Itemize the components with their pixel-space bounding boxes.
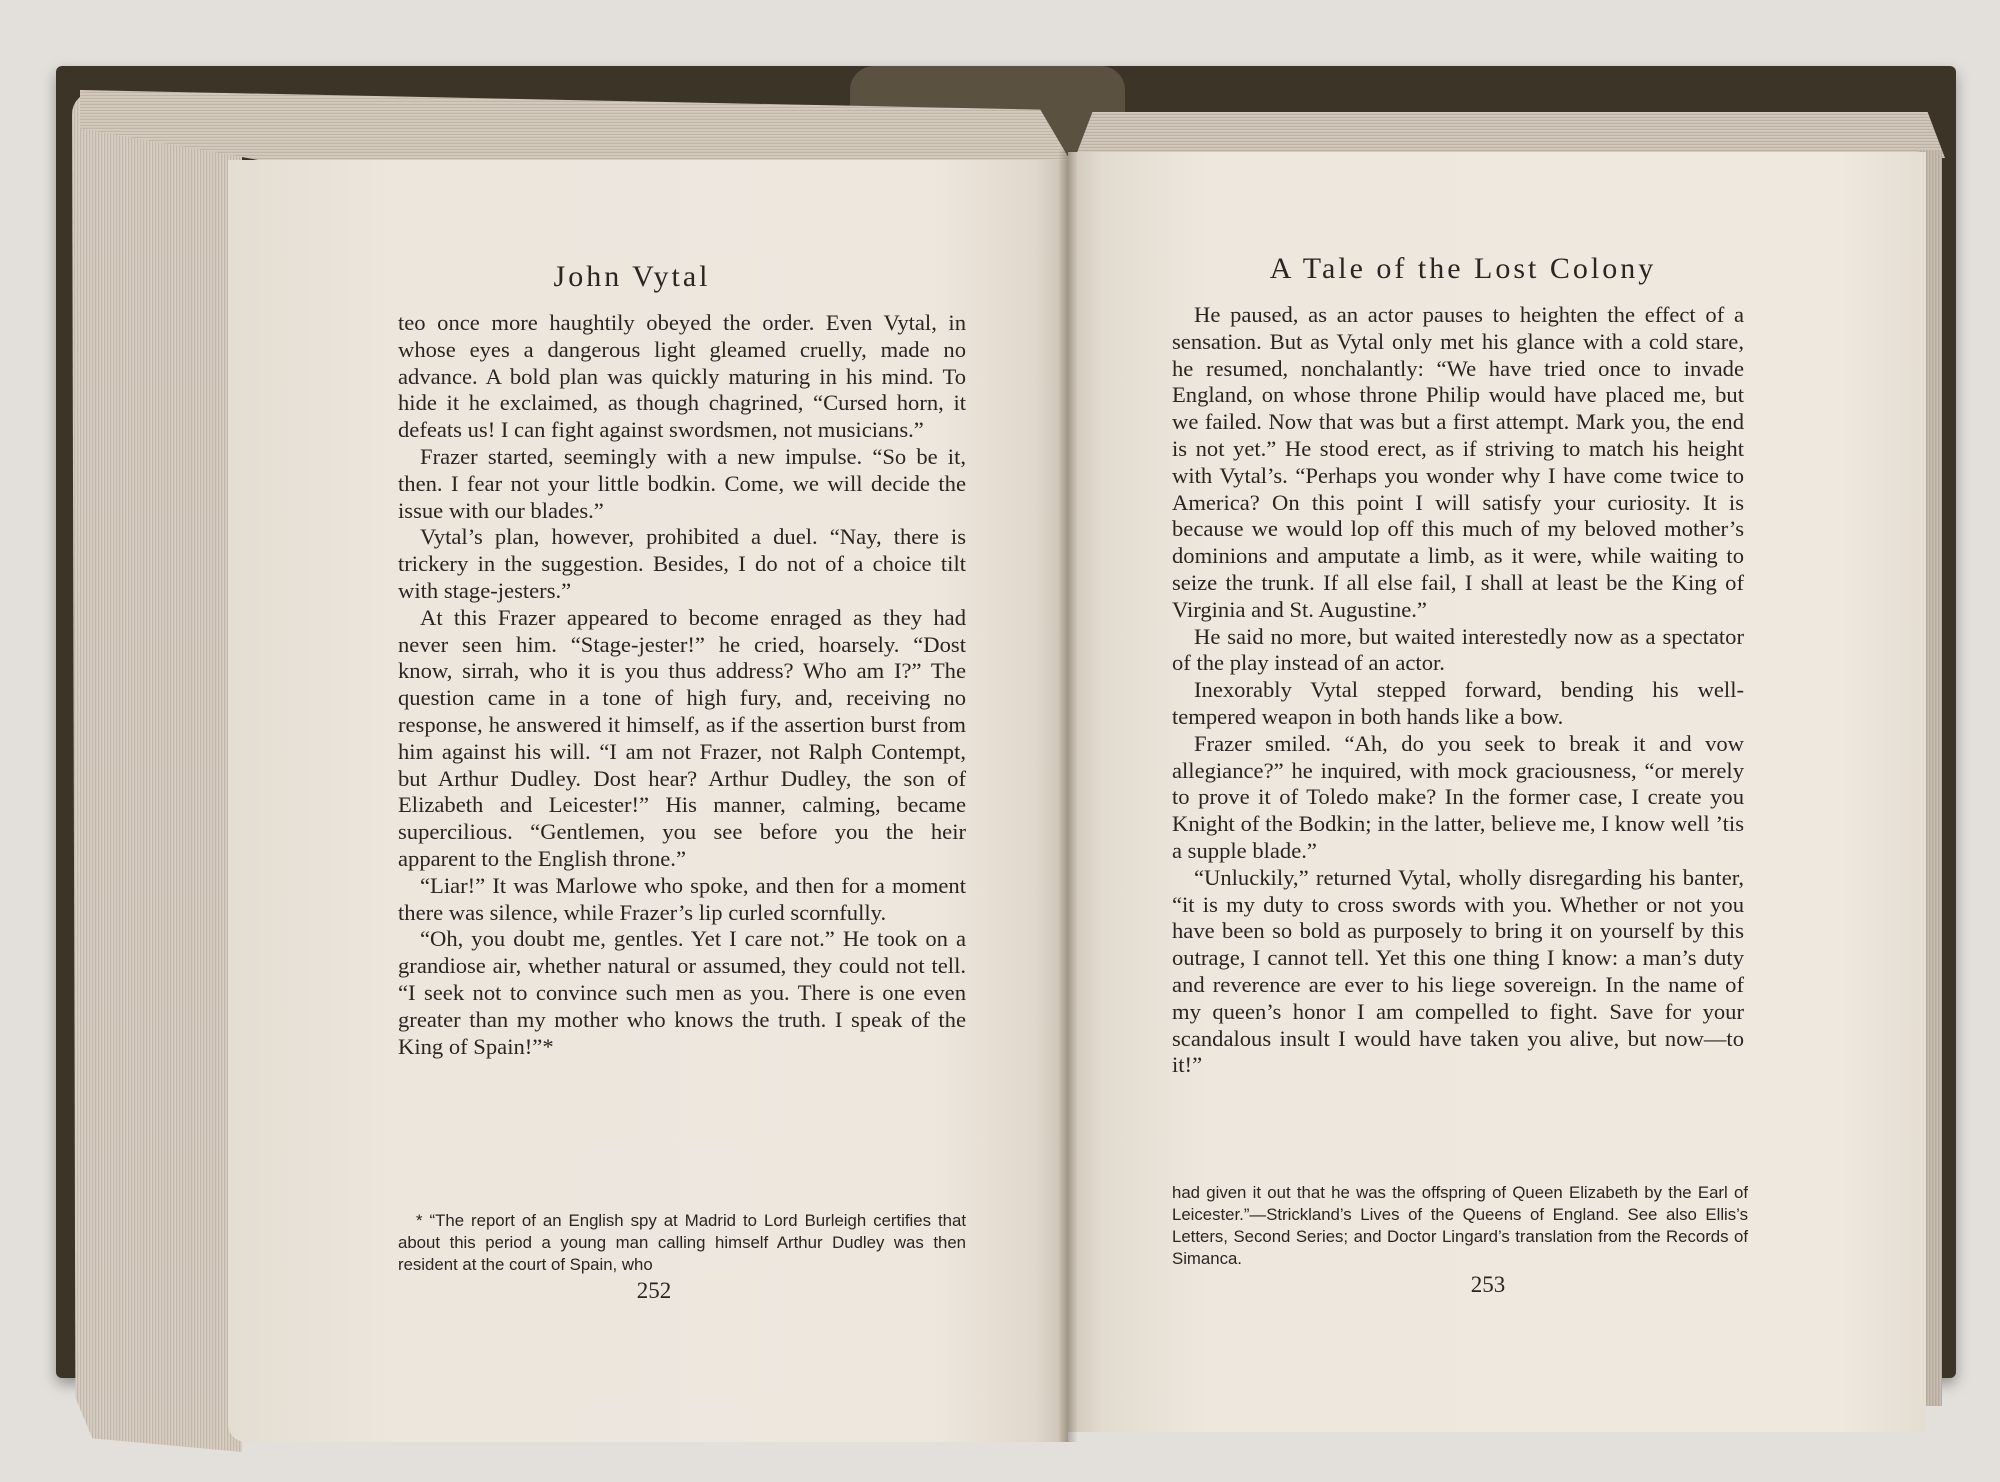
paragraph: “Oh, you doubt me, gentles. Yet I care not.” He took on a grandiose air, whether natural or assumed, they could not tell. “I seek not to convince such men as you. There is one even greater than my mother who knows the truth. I speak of the King of Spain!”* [398, 926, 966, 1059]
footnote-right [1172, 1182, 1748, 1270]
paragraph: He said no more, but waited interestedly now as a spectator of the play instead of an actor. [1172, 623, 1744, 676]
page-number-left: 252 [636, 1278, 672, 1303]
paragraph: He paused, as an actor pauses to heighten the effect of a sensation. But as Vytal only met his glance with a cold stare, he resumed, nonchalantly: “We have tried once to invade England, on whose throne Philip would have placed me, but we failed. Now that was but a first attempt. Mark you, the end is not yet.” He stood erect, as if striving to match his height with Vytal’s. “Perhaps you wonder why I have come twice to America? On this point I will satisfy your curiosity. It is because we would lop off this much of my beloved mother’s dominions and amputate a limb, as it were, while waiting to seize the trunk. If all else fail, I shall at least be the King of Virginia and St. Augustine.” [1172, 302, 1744, 622]
paragraph: Frazer smiled. “Ah, do you seek to break it and vow allegiance?” he inquired, with mock graciousness, “or merely to prove it of Toledo make? In the former case, I create you Knight of the Bodkin; in the latter, believe me, I know well ’tis a supple blade.” [1172, 730, 1744, 863]
paragraph: Vytal’s plan, however, prohibited a duel. “Nay, there is trickery in the suggestion. Besides, I do not of a choice tilt with stage-jesters.” [398, 524, 966, 603]
body-text-right [1172, 302, 1744, 1079]
footnote-text: had given it out that he was the offspring of Queen Elizabeth by the Earl of Leicester.”—Strickland’s Lives of the Queens of England. See also Ellis’s Letters, Second Series; and Doctor Lingard’s translation from the Records of Simanca. [1172, 1183, 1748, 1268]
footnote-text: * “The report of an English spy at Madrid to Lord Burleigh certifies that about this period a young man calling himself Arthur Dudley was then resident at the court of Spain, who [398, 1211, 966, 1274]
page-edges-left [72, 92, 242, 1452]
footnote-left [398, 1210, 966, 1276]
paragraph: At this Frazer appeared to become enraged as they had never seen him. “Stage-jester!” he cried, hoarsely. “Dost know, sirrah, who it is you thus address? Who am I?” The question came in a tone of high fury, and, receiving no response, he answered it himself, as if the assertion burst from him against his will. “I am not Frazer, not Ralph Contempt, but Arthur Dudley. Dost hear? Arthur Dudley, the son of Elizabeth and Leicester!” His manner, calming, became supercilious. “Gentlemen, you see before you the heir apparent to the English throne.” [398, 604, 966, 871]
paragraph: teo once more haughtily obeyed the order. Even Vytal, in whose eyes a dangerous light gleamed cruelly, made no advance. A bold plan was quickly maturing in his mind. To hide it he exclaimed, as though chagrined, “Cursed horn, it defeats us! I can fight against swordsmen, not musicians.” [398, 310, 966, 443]
paragraph: Frazer started, seemingly with a new impulse. “So be it, then. I fear not your little bodkin. Come, we will decide the issue with our blades.” [398, 443, 966, 523]
running-head-right: A Tale of the Lost Colony [1269, 252, 1657, 285]
right-page [1068, 152, 1926, 1432]
left-page [228, 160, 1068, 1442]
paragraph: Inexorably Vytal stepped forward, bending his well-tempered weapon in both hands like a bow. [1172, 677, 1744, 729]
book-gutter [1058, 150, 1078, 1442]
paragraph: “Unluckily,” returned Vytal, wholly disregarding his banter, “it is my duty to cross swords with you. Whether or not you have been so bold as purposely to bring it on yourself by this outrage, I cannot tell. Yet this one thing I know: a man’s duty and reverence are ever to his liege sovereign. In the name of my queen’s honor I am compelled to fight. Save for your scandalous insult I would have taken you alive, but now—to it!” [1172, 864, 1744, 1078]
running-head-left: John Vytal [553, 260, 711, 293]
body-text-left [398, 310, 966, 1060]
paragraph: “Liar!” It was Marlowe who spoke, and then for a moment there was silence, while Frazer’s lip curled scornfully. [398, 872, 966, 925]
page-number-right: 253 [1470, 1272, 1506, 1297]
